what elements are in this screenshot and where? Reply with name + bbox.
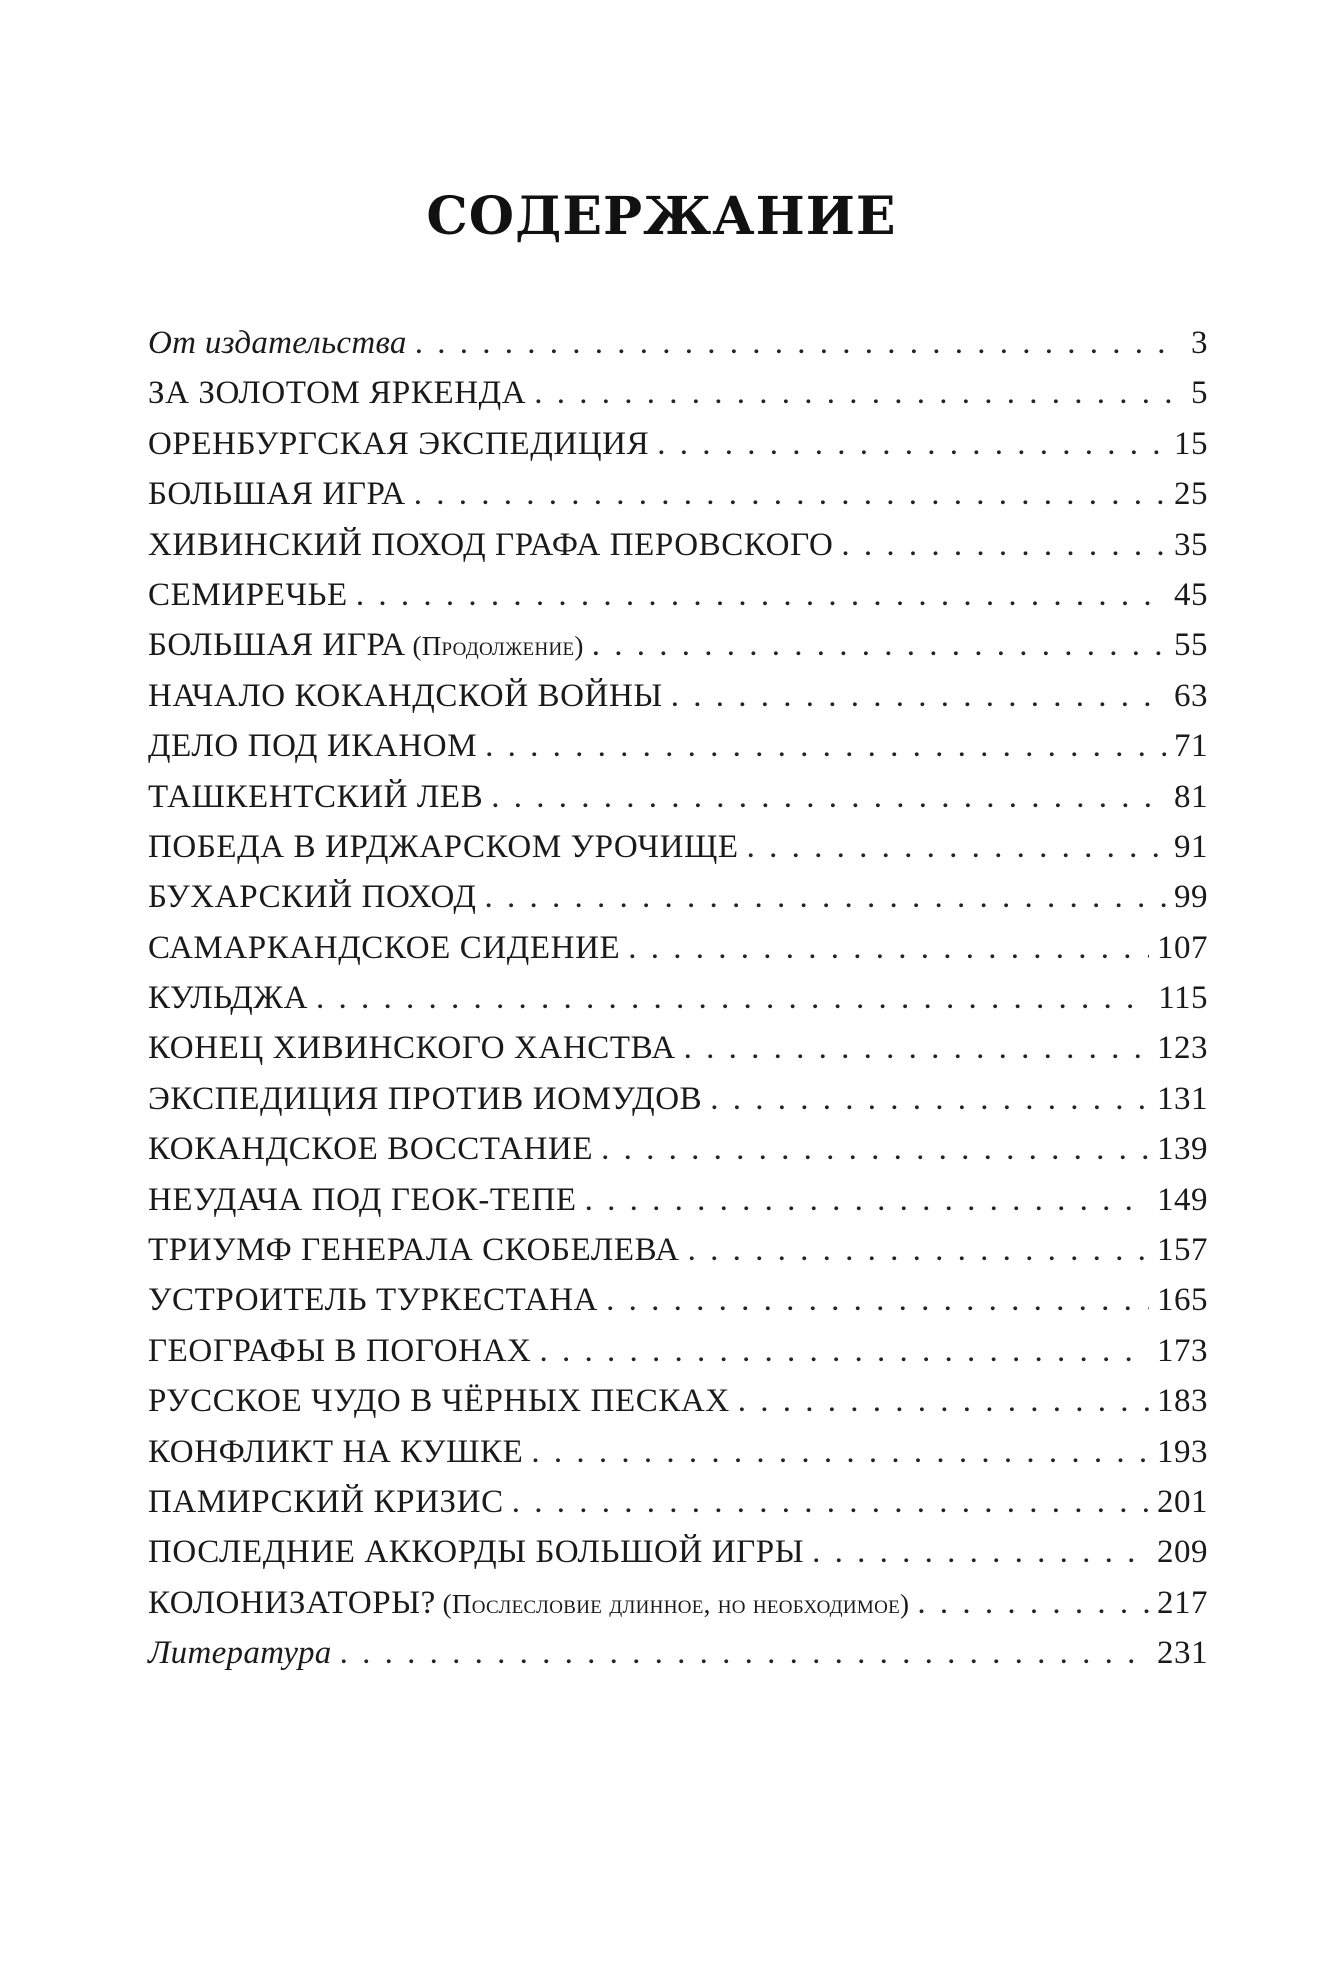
toc-entry-title-text: САМАРКАНДСКОЕ СИДЕНИЕ — [148, 929, 621, 966]
toc-entry[interactable] — [148, 1326, 1208, 1376]
toc-entry-page-number: 183 — [1157, 1383, 1208, 1420]
dot-leader — [585, 1175, 1149, 1225]
toc-entry-page-number: 165 — [1157, 1282, 1208, 1319]
toc-entry-title-text: ЭКСПЕДИЦИЯ ПРОТИВ ИОМУДОВ — [148, 1080, 703, 1117]
toc-entry-title-text: КОКАНДСКОЕ ВОССТАНИЕ — [148, 1131, 594, 1168]
toc-entry-title-text: УСТРОИТЕЛЬ ТУРКЕСТАНА — [148, 1282, 599, 1319]
toc-entry-title-text: НАЧАЛО КОКАНДСКОЙ ВОЙНЫ — [148, 677, 663, 714]
toc-entry-page-number: 99 — [1174, 879, 1208, 916]
toc-entry-title — [148, 721, 477, 771]
toc-entry-title-text: ОРЕНБУРГСКАЯ ЭКСПЕДИЦИЯ — [148, 425, 650, 462]
toc-entry[interactable] — [148, 1074, 1208, 1124]
toc-entry-page-number: 63 — [1174, 677, 1208, 714]
dot-leader — [414, 469, 1166, 519]
dot-leader — [592, 620, 1166, 670]
toc-entry[interactable] — [148, 1175, 1208, 1225]
toc-entry-title-text: ЗА ЗОЛОТОМ ЯРКЕНДА — [148, 375, 527, 412]
toc-entry[interactable] — [148, 822, 1208, 872]
toc-entry-page-number: 139 — [1157, 1131, 1208, 1168]
toc-entry-title — [148, 1477, 504, 1527]
toc-entry-title — [148, 1225, 680, 1275]
toc-entry-page-number: 217 — [1157, 1584, 1208, 1621]
toc-entry[interactable] — [148, 1275, 1208, 1325]
toc-entry-title — [148, 1578, 909, 1629]
toc-entry-page-number: 209 — [1157, 1534, 1208, 1571]
toc-entry-title-text: КУЛЬДЖА — [148, 980, 309, 1017]
toc-entry-title-text: ТРИУМФ ГЕНЕРАЛА СКОБЕЛЕВА — [148, 1232, 680, 1269]
toc-entry[interactable] — [148, 520, 1208, 570]
toc-entry-title-text: ГЕОГРАФЫ В ПОГОНАХ — [148, 1332, 532, 1369]
toc-entry-page-number: 193 — [1157, 1433, 1208, 1470]
toc-entry[interactable] — [148, 1527, 1208, 1577]
toc-entry-title — [148, 1124, 593, 1174]
toc-entry-page-number: 91 — [1174, 828, 1208, 865]
toc-entry[interactable] — [148, 1023, 1208, 1073]
toc-entry-title-text: БУХАРСКИЙ ПОХОД — [148, 879, 477, 916]
dot-leader — [841, 520, 1166, 570]
toc-entry-page-number: 201 — [1157, 1483, 1208, 1520]
toc-entry[interactable] — [148, 1376, 1208, 1426]
toc-entry-title — [148, 1275, 598, 1325]
toc-entry-title — [148, 973, 308, 1023]
toc-entry[interactable] — [148, 620, 1208, 670]
toc-entry-title-text: Литература — [148, 1635, 332, 1672]
toc-entry-page-number: 173 — [1157, 1332, 1208, 1369]
toc-entry-title-text: КОНЕЦ ХИВИНСКОГО ХАНСТВА — [148, 1030, 676, 1067]
toc-entry-title — [148, 318, 407, 368]
dot-leader — [531, 1427, 1149, 1477]
toc-entry-title — [148, 923, 620, 973]
toc-entry[interactable] — [148, 469, 1208, 519]
dot-leader — [539, 1326, 1149, 1376]
toc-entry-page-number: 71 — [1174, 728, 1208, 765]
toc-entry-page-number: 55 — [1174, 627, 1208, 664]
toc-entry[interactable] — [148, 923, 1208, 973]
dot-leader — [484, 872, 1166, 922]
dot-leader — [356, 570, 1166, 620]
toc-entry[interactable] — [148, 1628, 1208, 1678]
toc-entry-title-text: СЕМИРЕЧЬЕ — [148, 576, 348, 613]
toc-entry[interactable] — [148, 1578, 1208, 1628]
toc-entry-title — [148, 1175, 577, 1225]
toc-entry-title-text: НЕУДАЧА ПОД ГЕОК-ТЕПЕ — [148, 1181, 577, 1218]
table-of-contents — [148, 318, 1208, 1679]
dot-leader — [688, 1225, 1149, 1275]
toc-entry-title — [148, 1376, 730, 1426]
toc-entry-title-text: ПАМИРСКИЙ КРИЗИС — [148, 1483, 504, 1520]
toc-entry-page-number: 107 — [1157, 929, 1208, 966]
toc-entry-subtitle: (Послесловие длинное, но необходимое) — [442, 1588, 910, 1619]
toc-entry[interactable] — [148, 671, 1208, 721]
toc-entry-page-number: 3 — [1191, 325, 1208, 361]
toc-entry[interactable] — [148, 973, 1208, 1023]
toc-entry-page-number: 35 — [1174, 526, 1208, 563]
toc-entry-title — [148, 872, 476, 922]
dot-leader — [534, 368, 1176, 418]
toc-entry-title — [148, 1427, 523, 1477]
dot-leader — [415, 318, 1176, 368]
toc-entry[interactable] — [148, 872, 1208, 922]
toc-entry-title-text: ПОСЛЕДНИЕ АККОРДЫ БОЛЬШОЙ ИГРЫ — [148, 1534, 805, 1571]
toc-entry-title — [148, 419, 649, 469]
toc-entry-title — [148, 671, 663, 721]
toc-entry-title-text: ТАШКЕНТСКИЙ ЛЕВ — [148, 778, 484, 815]
toc-entry-title — [148, 772, 483, 822]
toc-entry-title — [148, 1527, 804, 1577]
toc-entry-title — [148, 570, 348, 620]
toc-entry-page-number: 5 — [1191, 375, 1208, 412]
toc-entry-page-number: 149 — [1157, 1181, 1208, 1218]
dot-leader — [512, 1477, 1149, 1527]
toc-entry-title — [148, 822, 739, 872]
toc-entry-page-number: 25 — [1174, 476, 1208, 513]
toc-entry-title-text: РУССКОЕ ЧУДО В ЧЁРНЫХ ПЕСКАХ — [148, 1383, 730, 1420]
toc-entry-page-number: 123 — [1157, 1030, 1208, 1067]
dot-leader — [812, 1527, 1149, 1577]
dot-leader — [917, 1578, 1149, 1628]
dot-leader — [684, 1023, 1149, 1073]
toc-entry-page-number: 131 — [1157, 1080, 1208, 1117]
toc-entry-title-text: ПОБЕДА В ИРДЖАРСКОМ УРОЧИЩЕ — [148, 828, 739, 865]
dot-leader — [738, 1376, 1149, 1426]
toc-entry-page-number: 45 — [1174, 576, 1208, 613]
toc-entry[interactable] — [148, 1477, 1208, 1527]
toc-entry-title — [148, 1023, 676, 1073]
dot-leader — [628, 923, 1149, 973]
dot-leader — [601, 1124, 1149, 1174]
toc-entry-title-text: КОЛОНИЗАТОРЫ? — [148, 1584, 436, 1621]
toc-entry-title — [148, 368, 526, 418]
toc-entry-title — [148, 1074, 702, 1124]
toc-entry-title — [148, 1628, 332, 1678]
page-title: СОДЕРЖАНИЕ — [426, 186, 897, 247]
dot-leader — [747, 822, 1166, 872]
toc-entry[interactable] — [148, 721, 1208, 771]
toc-entry-title — [148, 1326, 531, 1376]
toc-entry[interactable] — [148, 772, 1208, 822]
toc-entry-page-number: 15 — [1174, 425, 1208, 462]
toc-entry[interactable] — [148, 419, 1208, 469]
toc-entry-title — [148, 520, 833, 570]
dot-leader — [491, 772, 1166, 822]
toc-entry[interactable] — [148, 1427, 1208, 1477]
toc-entry-title-text: КОНФЛИКТ НА КУШКЕ — [148, 1433, 524, 1470]
dot-leader — [710, 1074, 1149, 1124]
dot-leader — [485, 721, 1166, 771]
toc-entry-title-text: БОЛЬШАЯ ИГРА — [148, 476, 406, 513]
toc-entry[interactable] — [148, 318, 1208, 368]
toc-entry-page-number: 157 — [1157, 1232, 1208, 1269]
dot-leader — [657, 419, 1166, 469]
dot-leader — [340, 1628, 1149, 1678]
toc-entry[interactable] — [148, 1225, 1208, 1275]
toc-entry-title — [148, 469, 406, 519]
toc-entry-subtitle: (Продолжение) — [412, 631, 584, 662]
dot-leader — [316, 973, 1150, 1023]
toc-entry[interactable] — [148, 1124, 1208, 1174]
toc-entry-title-text: От издательства — [148, 325, 407, 361]
toc-entry-page-number: 115 — [1158, 980, 1208, 1017]
toc-entry[interactable] — [148, 368, 1208, 418]
toc-entry-page-number: 231 — [1157, 1635, 1208, 1672]
dot-leader — [671, 671, 1166, 721]
dot-leader — [606, 1275, 1149, 1325]
toc-entry-title — [148, 620, 584, 671]
toc-entry-title-text: БОЛЬШАЯ ИГРА — [148, 627, 406, 664]
toc-entry-title-text: ХИВИНСКИЙ ПОХОД ГРАФА ПЕРОВСКОГО — [148, 526, 834, 563]
toc-entry-title-text: ДЕЛО ПОД ИКАНОМ — [148, 728, 478, 765]
toc-entry[interactable] — [148, 570, 1208, 620]
toc-entry-page-number: 81 — [1174, 778, 1208, 815]
